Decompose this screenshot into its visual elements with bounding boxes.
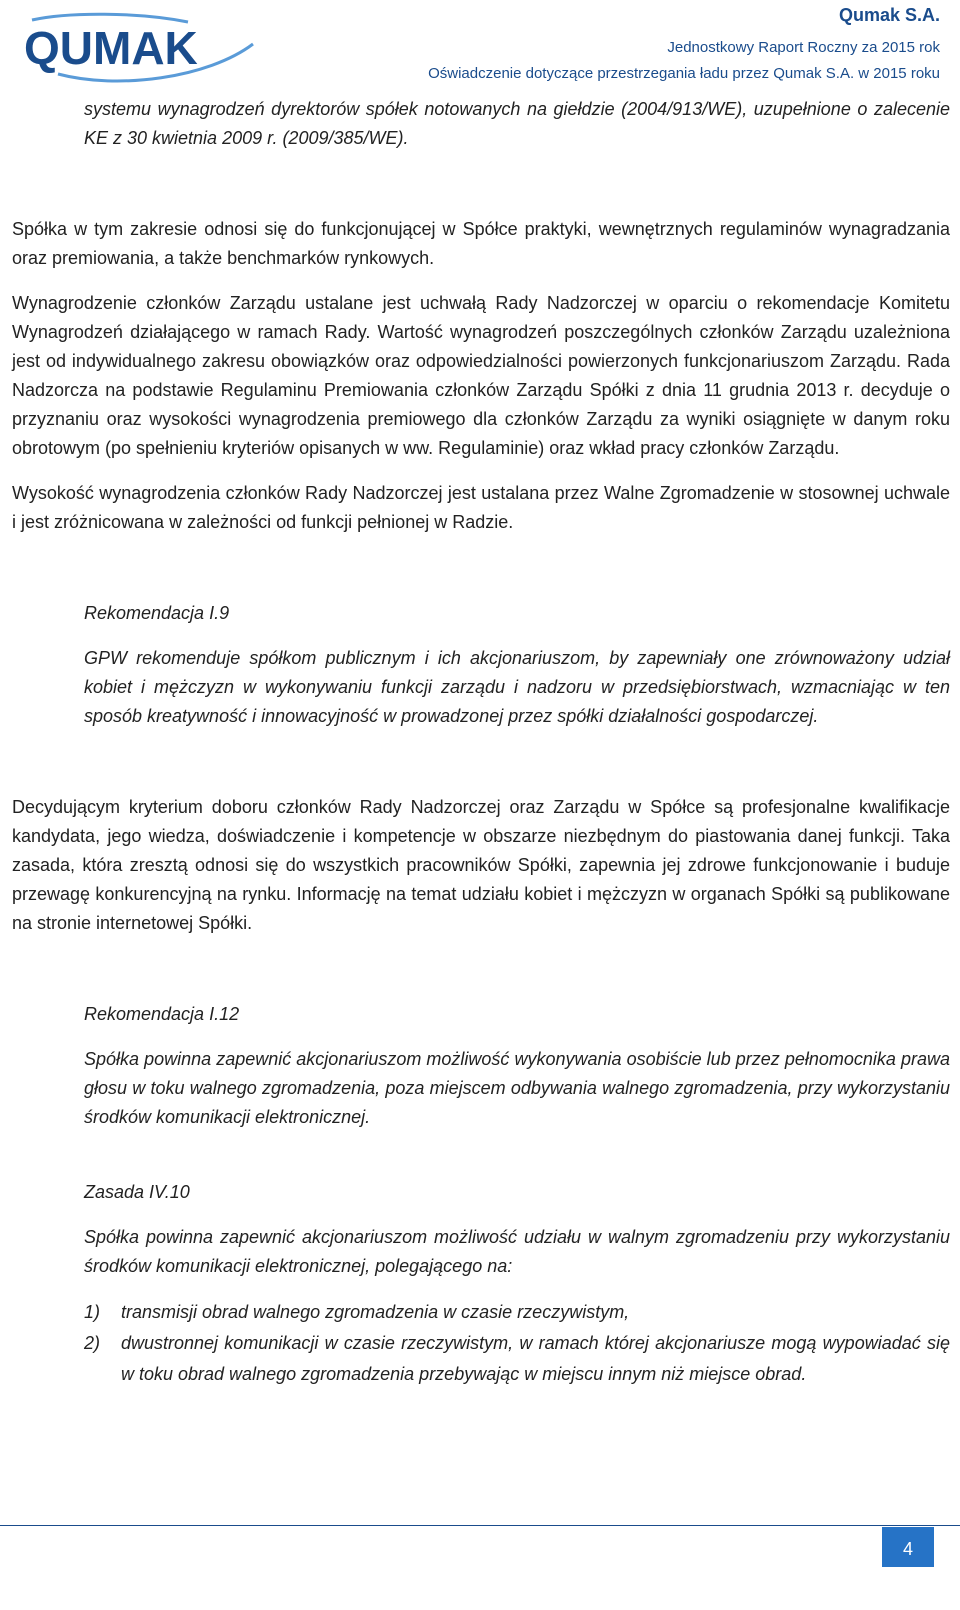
- company-name: Qumak S.A.: [838, 5, 940, 25]
- document-body: [12, 95, 950, 1390]
- footer-divider: [0, 1525, 960, 1526]
- list-text: transmisji obrad walnego zgromadzenia w czasie rzeczywistym,: [121, 1302, 630, 1322]
- qumak-logo: [18, 8, 268, 88]
- svg-text:QUMAK: QUMAK: [24, 22, 198, 74]
- list-item: [84, 1328, 950, 1390]
- paragraph-continued: systemu wynagrodzeń dyrektorów spółek notowanych na giełdzie (2004/913/WE), uzupełnione o zalecenie KE z 30 kwietnia 2009 r. (2009/385/WE).: [84, 99, 950, 148]
- list-number: 1): [84, 1302, 101, 1322]
- list-number: 2): [84, 1333, 101, 1353]
- paragraph: Spółka w tym zakresie odnosi się do funkcjonującej w Spółce praktyki, wewnętrznych regulaminów wynagradzania oraz premiowania, a także benchmarków rynkowych.: [12, 219, 950, 268]
- paragraph: Wysokość wynagrodzenia członków Rady Nadzorczej jest ustalana przez Walne Zgromadzenie w stosownej uchwale i jest zróżnicowana w zależności od funkcji pełnionej w Radzie.: [12, 483, 950, 532]
- numbered-list: [84, 1297, 950, 1390]
- page-number: 4: [882, 1527, 934, 1567]
- section-heading: Zasada IV.10: [84, 1182, 190, 1202]
- header-info: [428, 4, 940, 84]
- section-heading: Rekomendacja I.9: [84, 603, 230, 623]
- rule-text: Spółka powinna zapewnić akcjonariuszom możliwość udziału w walnym zgromadzeniu przy wykorzystaniu środków komunikacji elektronicznej, polegającego na:: [84, 1227, 950, 1276]
- paragraph: Decydującym kryterium doboru członków Rady Nadzorczej oraz Zarządu w Spółce są profesjonalne kwalifikacje kandydata, jego wiedza, doświadczenie i kompetencje w obszarze niezbędnym do piastowania danej funkcji. Taka zasada, która zresztą odnosi się do wszystkich pracowników Spółki, zapewnia jej zdrowe funkcjonowanie i buduje przewagę konkurencyjną na rynku. Informację na temat udziału kobiet i mężczyzn w organach Spółki są publikowane na stronie internetowej Spółki.: [12, 797, 950, 933]
- page-header: [0, 0, 960, 92]
- statement-title: Oświadczenie dotyczące przestrzegania ładu przez Qumak S.A. w 2015 roku: [428, 65, 940, 82]
- list-text: dwustronnej komunikacji w czasie rzeczywistym, w ramach której akcjonariusze mogą wypowiadać się w toku obrad walnego zgromadzenia przebywając w miejscu innym niż miejsce obrad.: [121, 1333, 950, 1384]
- list-item: [84, 1297, 950, 1328]
- section-heading: Rekomendacja I.12: [84, 1004, 240, 1024]
- recommendation-text: Spółka powinna zapewnić akcjonariuszom możliwość wykonywania osobiście lub przez pełnomocnika prawa głosu w toku walnego zgromadzenia, poza miejscem odbywania walnego zgromadzenia, przy wykorzystaniu środków komunikacji elektronicznej.: [84, 1049, 950, 1127]
- recommendation-text: GPW rekomenduje spółkom publicznym i ich akcjonariuszom, by zapewniały one zrównoważony udział kobiet i mężczyzn w wykonywaniu funkcji zarządu i nadzoru w przedsiębiorstwach, wzmacniając w ten sposób kreatywność i innowacyjność w prowadzonej przez spółki działalności gospodarczej.: [84, 648, 950, 726]
- report-title: Jednostkowy Raport Roczny za 2015 rok: [667, 39, 940, 56]
- paragraph: Wynagrodzenie członków Zarządu ustalane jest uchwałą Rady Nadzorczej w oparciu o rekomendacje Komitetu Wynagrodzeń działającego w ramach Rady. Wartość wynagrodzeń poszczególnych członków Zarządu uzależniona jest od indywidualnego zakresu obowiązków oraz odpowiedzialności powierzonych funkcjonariuszom Zarządu. Rada Nadzorcza na podstawie Regulaminu Premiowania członków Zarządu Spółki z dnia 11 grudnia 2013 r. decyduje o przyznaniu oraz wysokości wynagrodzenia premiowego dla członków Zarządu za wyniki osiągnięte w danym roku obrotowym (po spełnieniu kryteriów opisanych w ww. Regulaminie) oraz wkład pracy członków Zarządu.: [12, 293, 950, 458]
